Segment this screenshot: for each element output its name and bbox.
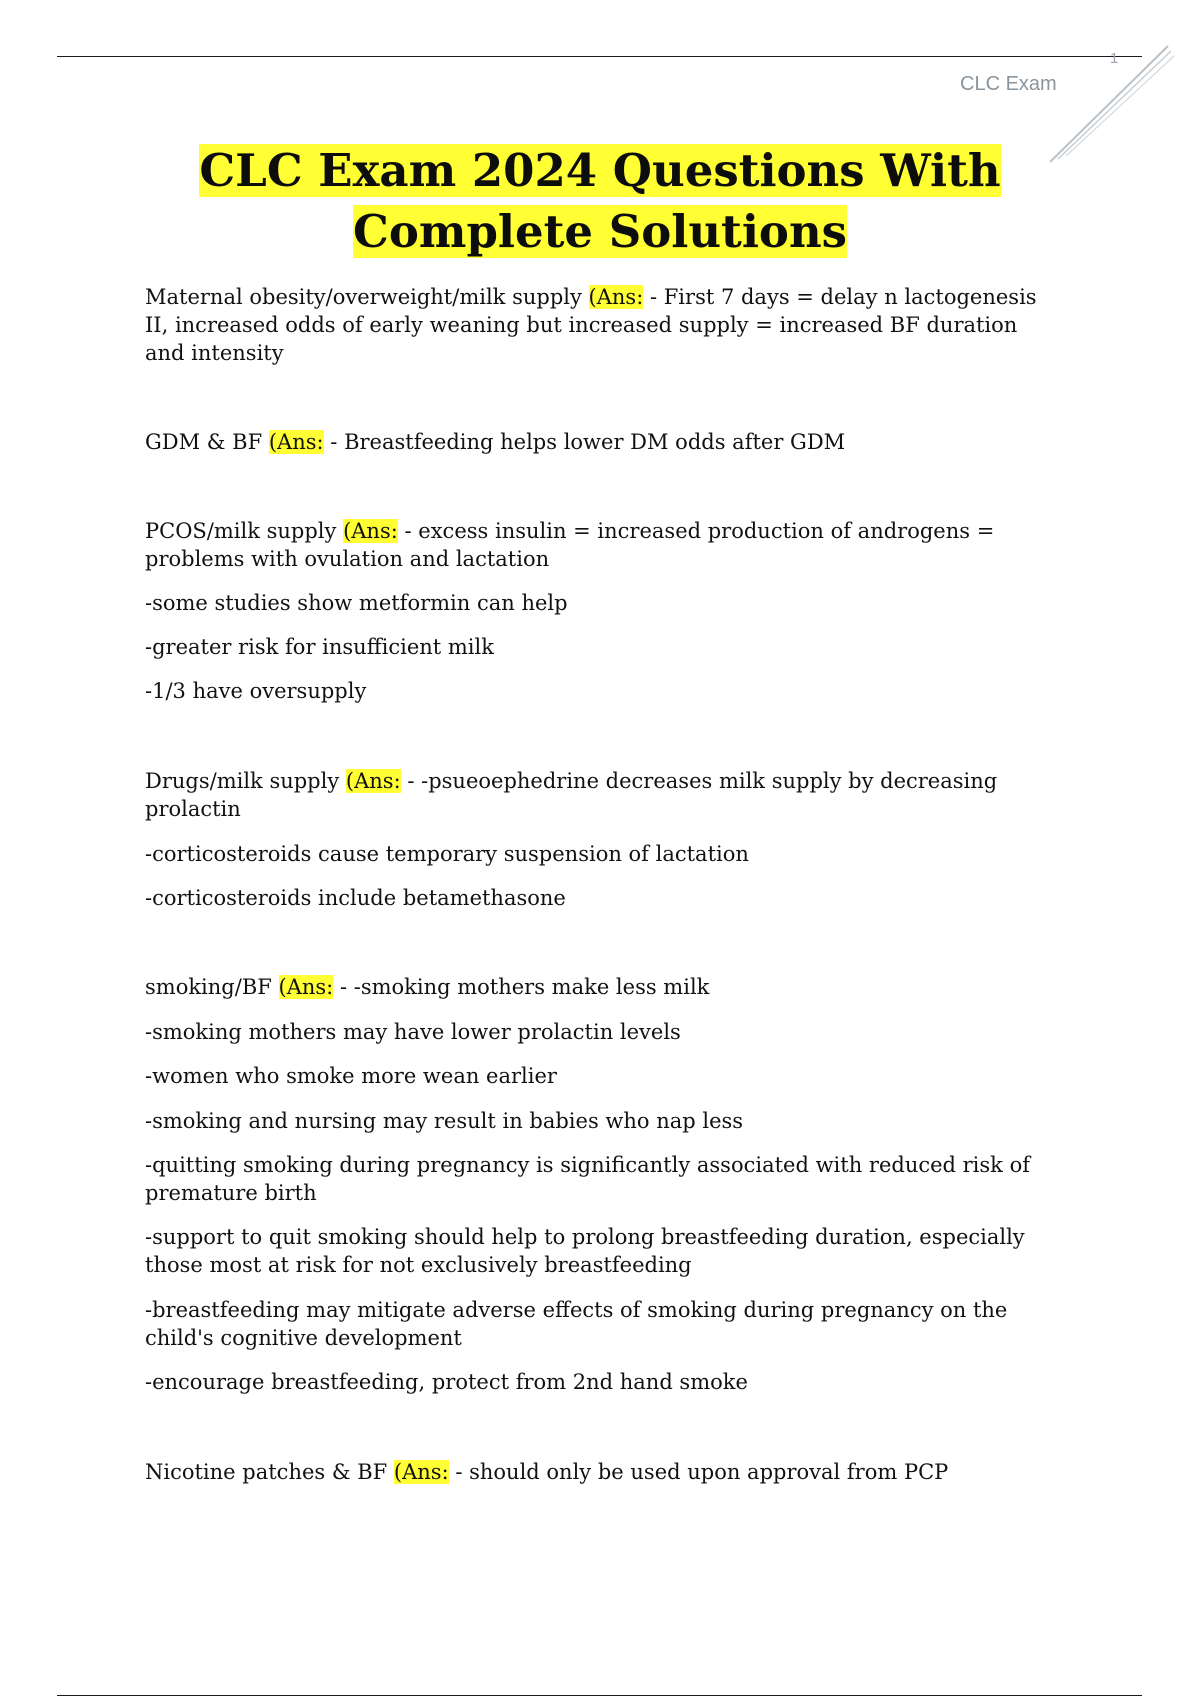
answer-text: - should only be used upon approval from PCP <box>455 1460 949 1484</box>
qa-item-gdm-bf <box>145 428 1050 456</box>
qa-item-smoking <box>145 973 1050 1001</box>
answer-text: - Breastfeeding helps lower DM odds after GDM <box>330 430 846 454</box>
answer-line: -support to quit smoking should help to prolong breastfeeding duration, especially those most at risk for not exclusively breastfeeding <box>145 1225 1025 1277</box>
title-line-2: Complete Solutions <box>353 205 847 258</box>
answer-line: -women who smoke more wean earlier <box>145 1064 557 1088</box>
answer-line: -smoking mothers may have lower prolactin levels <box>145 1020 681 1044</box>
answer-label: (Ans: <box>268 430 324 454</box>
answer-line: -smoking and nursing may result in babies who nap less <box>145 1109 744 1133</box>
answer-line: -1/3 have oversupply <box>145 679 367 703</box>
answer-label: (Ans: <box>588 285 644 309</box>
question-text: Maternal obesity/overweight/milk supply <box>145 285 582 309</box>
answer-line: -breastfeeding may mitigate adverse effects of smoking during pregnancy on the child's cognitive development <box>145 1298 1008 1350</box>
answer-line: -some studies show metformin can help <box>145 591 568 615</box>
answer-line: -encourage breastfeeding, protect from 2nd hand smoke <box>145 1370 748 1394</box>
footer-rule <box>57 1695 1142 1696</box>
running-header: CLC Exam <box>960 73 1057 95</box>
answer-text: - -smoking mothers make less milk <box>339 975 710 999</box>
qa-item-maternal-obesity <box>145 283 1050 367</box>
answer-label: (Ans: <box>393 1460 449 1484</box>
answer-text: - First 7 days = delay n lactogenesis II, increased odds of early weaning but increased supply = increased BF duration and intensity <box>145 285 1037 365</box>
answer-label: (Ans: <box>278 975 334 999</box>
answer-line: -greater risk for insufficient milk <box>145 635 494 659</box>
answer-line: -corticosteroids cause temporary suspension of lactation <box>145 842 749 866</box>
answer-label: (Ans: <box>345 769 401 793</box>
answer-text: - excess insulin = increased production of androgens = problems with ovulation and lactation <box>145 519 995 571</box>
question-text: Nicotine patches & BF <box>145 1460 388 1484</box>
answer-line: -quitting smoking during pregnancy is significantly associated with reduced risk of premature birth <box>145 1153 1030 1205</box>
answer-text: - -psueoephedrine decreases milk supply by decreasing prolactin <box>145 769 998 821</box>
answer-label: (Ans: <box>343 519 398 543</box>
question-text: Drugs/milk supply <box>145 769 340 793</box>
question-text: smoking/BF <box>145 975 272 999</box>
title-line-1: CLC Exam 2024 Questions With <box>199 144 1001 197</box>
header-rule <box>57 56 1142 57</box>
qa-item-nicotine-patches <box>145 1458 1050 1486</box>
page-number: 1 <box>1110 50 1119 67</box>
answer-line: -corticosteroids include betamethasone <box>145 886 566 910</box>
qa-item-drugs <box>145 767 1050 823</box>
document-title <box>100 140 1100 262</box>
qa-item-pcos <box>145 517 1050 573</box>
question-text: GDM & BF <box>145 430 263 454</box>
question-text: PCOS/milk supply <box>145 519 337 543</box>
